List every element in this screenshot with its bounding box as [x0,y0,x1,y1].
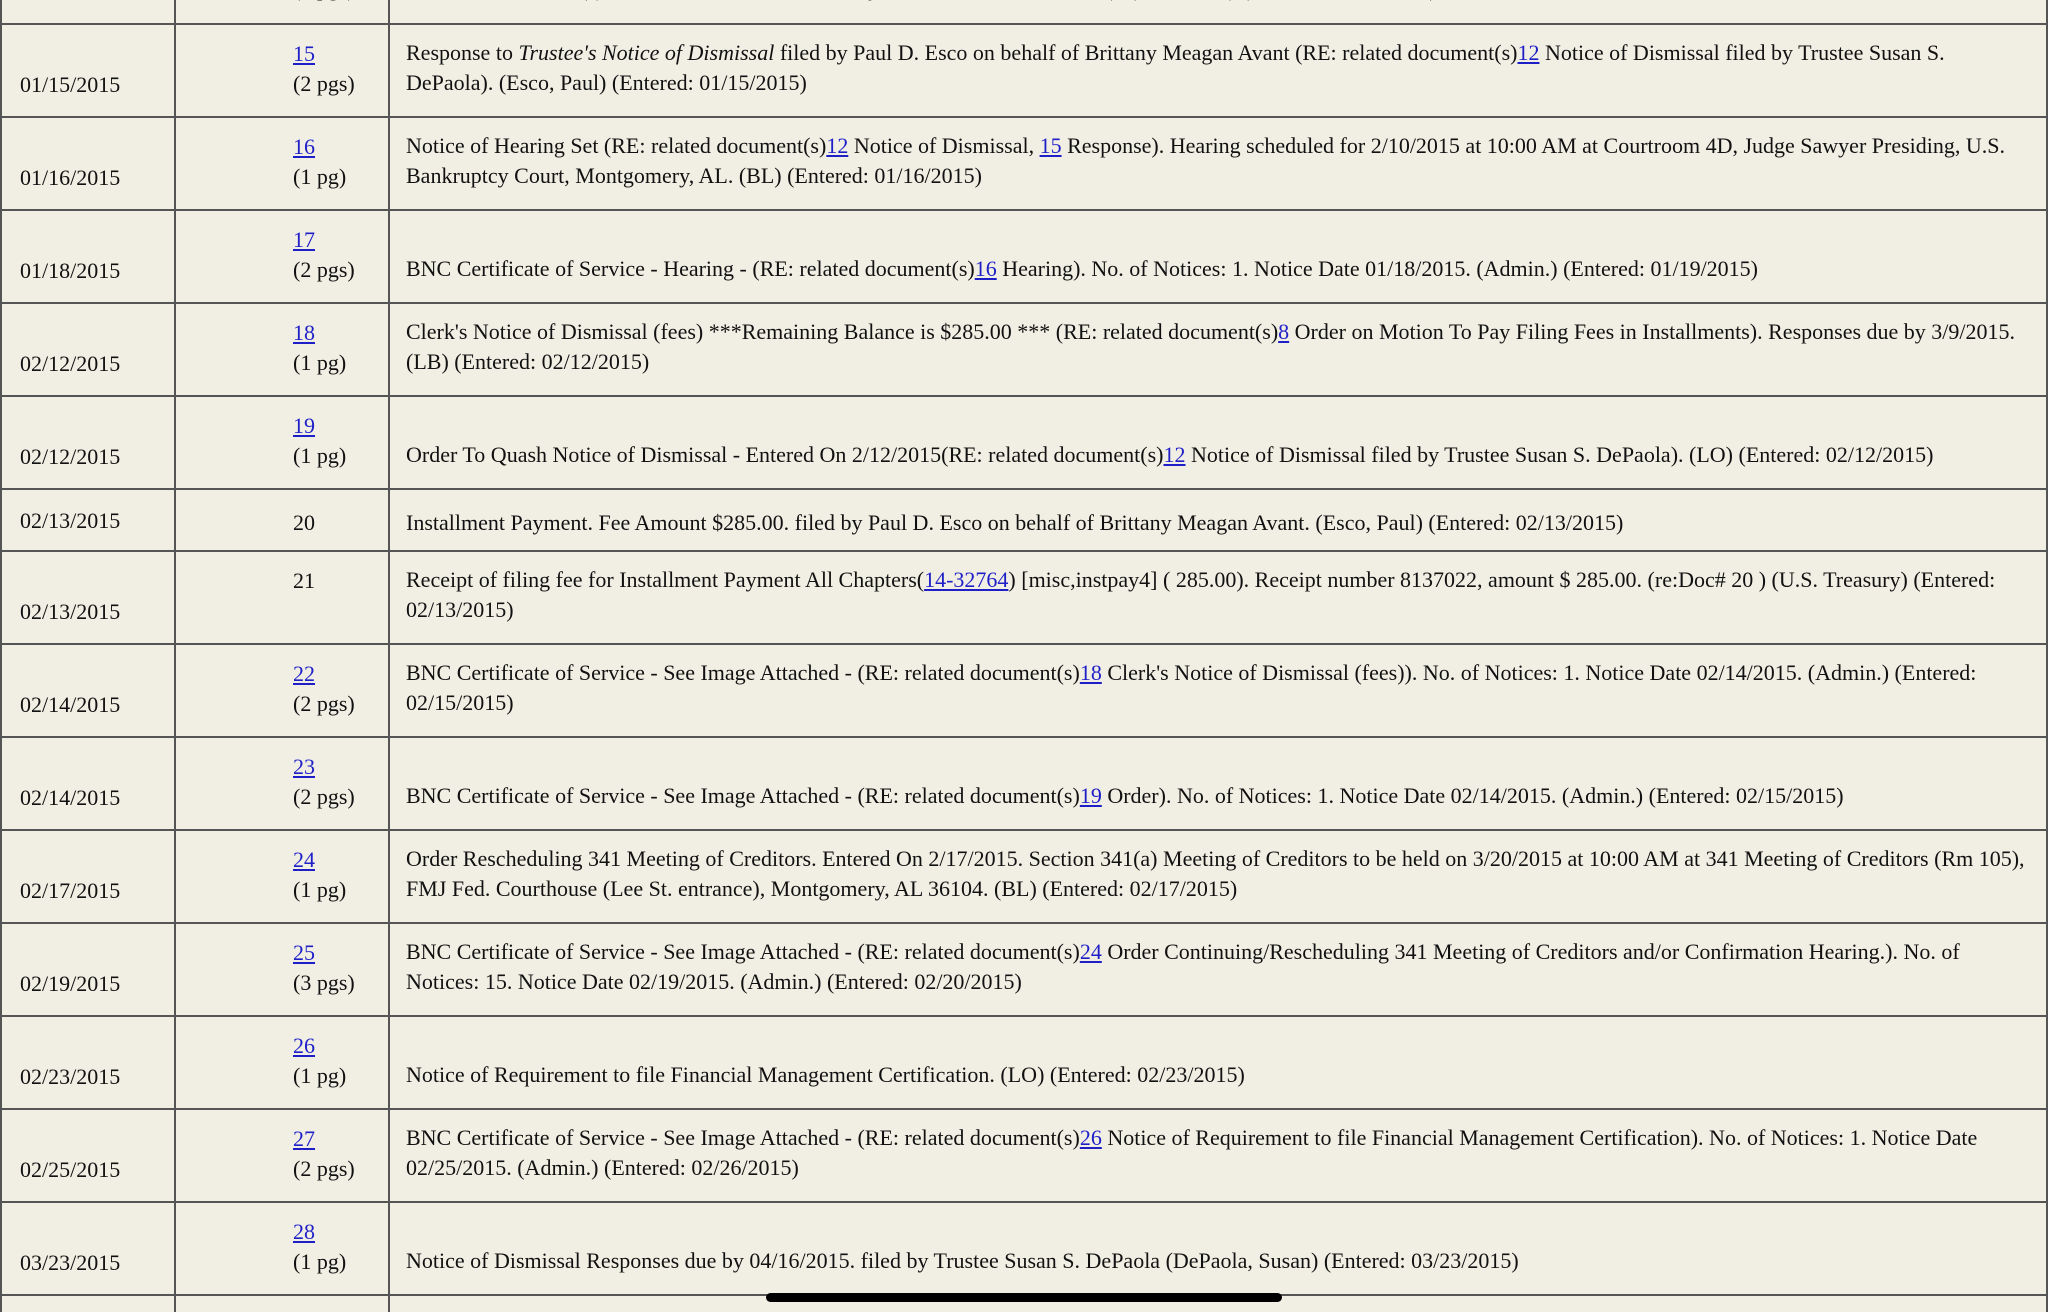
docket-row [0,1108,2048,1201]
description-cell [390,552,2048,643]
doc-number-link[interactable]: 17 [293,227,315,252]
entry-description [406,0,2030,4]
related-document-link[interactable]: 14-32764 [924,567,1009,592]
related-document-link[interactable]: 12 [826,133,849,158]
doc-number: 21 [293,568,315,593]
entry-description [406,781,2030,811]
filed-date: 02/19/2015 [20,971,121,996]
doc-number-cell [176,490,390,550]
description-text: Notice of Dismissal Responses due by 04/16/2015. filed by Trustee Susan S. DePaola (DePaola, Susan) (Entered: 03/23/2015) [406,1248,1519,1273]
filed-date: 02/14/2015 [20,692,121,717]
home-indicator-bar[interactable] [766,1293,1282,1302]
description-text: Order Rescheduling 341 Meeting of Creditors. Entered On 2/17/2015. Section 341(a) Meeting of Creditors to be held on 3/20/2015 at 10:00 AM at 341 Meeting of Creditors (Rm 105), FMJ Fed. Courthouse (Lee St. entrance), Montgomery, AL 36104. (BL) (Entered: 02/17/2015) [406,846,2025,901]
doc-number-cell [176,738,390,829]
filed-date: 02/12/2015 [20,444,121,469]
description-text: Notice of Requirement to file Financial Management Certification. (LO) (Entered: 02/23/2015) [406,1062,1245,1087]
date-cell [0,211,176,302]
description-cell [390,490,2048,550]
docket-row [0,302,2048,395]
description-cell [390,397,2048,488]
related-document-link[interactable]: 26 [1079,1125,1102,1150]
date-cell [0,25,176,116]
date-cell [0,831,176,922]
entry-description [406,131,2030,191]
page-count: (1 pg) [293,443,347,468]
page-count: (1 pg) [293,1249,347,1274]
description-cell [390,1110,2048,1201]
date-cell [0,1110,176,1201]
filed-date: 01/15/2015 [20,72,121,97]
description-text: BNC Certificate of Service - See Image Attached - (RE: related document(s) [406,1125,1080,1150]
page-count: (2 pgs) [293,257,355,282]
entry-description [406,1060,2030,1090]
related-document-link[interactable]: 16 [974,256,997,281]
entry-description [406,1123,2030,1183]
doc-number-block [293,659,355,719]
docket-row [0,736,2048,829]
date-cell [0,1017,176,1108]
doc-number-block [293,938,355,998]
page-count: (2 pgs) [293,784,355,809]
description-text: Notice of Requirement to file Financial Management Certification). No. of Notices: 1. Notice Date 02/25/2015. (Admin.) (Entered: 02/26/2015) [406,1125,1978,1180]
filed-date: 02/23/2015 [20,1064,121,1089]
doc-number-block [293,411,346,471]
description-cell [390,1017,2048,1108]
docket-row [0,1201,2048,1294]
docket-row [0,116,2048,209]
doc-number-block [293,39,355,99]
doc-number-cell [176,25,390,116]
doc-number-link[interactable]: 23 [293,754,315,779]
description-text: Clerk's Notice of Dismissal (fees) ***Remaining Balance is $285.00 *** (RE: related document(s) [406,319,1279,344]
description-cell [390,0,2048,23]
doc-number-link[interactable]: 26 [293,1033,315,1058]
filed-date: 02/17/2015 [20,878,121,903]
doc-number-block [293,1217,346,1277]
doc-number-link[interactable]: 16 [293,134,315,159]
doc-number-cell [176,552,390,643]
doc-number-block [293,1031,346,1091]
doc-number-link[interactable]: 15 [293,41,315,66]
doc-number-block [293,318,346,378]
filed-date: 02/12/2015 [20,351,121,376]
description-text: Installment Payment. Fee Amount $285.00. filed by Paul D. Esco on behalf of Brittany Meagan Avant. (Esco, Paul) (Entered: 02/13/2015) [406,510,1624,535]
doc-number-link[interactable]: 28 [293,1219,315,1244]
page-count: (2 pgs) [293,1156,355,1181]
page-count: (3 pgs) [293,970,355,995]
entry-description [406,254,2030,284]
related-document-link[interactable]: 12 [1517,40,1540,65]
date-cell [0,552,176,643]
doc-number-link[interactable]: 19 [293,413,315,438]
page-count: (1 pg) [293,1063,347,1088]
page-count: (1 pg) [293,164,347,189]
related-document-link[interactable]: 24 [1079,939,1102,964]
docket-row-partial-top [0,0,2048,23]
description-text: Order). No. of Notices: 1. Notice Date 02/14/2015. (Admin.) (Entered: 02/15/2015) [1101,783,1844,808]
description-cell [390,118,2048,209]
description-text: BNC Certificate of Service - See Image Attached - (RE: related document(s) [406,783,1080,808]
doc-number-link[interactable]: 24 [293,847,315,872]
filed-date: 01/16/2015 [20,165,121,190]
description-text: Notice of Dismissal, [848,133,1040,158]
description-text: Notice of Dismissal filed by Trustee Susan S. DePaola). (Esco, Paul) (Entered: 01/15/2015) [406,40,1945,95]
date-cell [0,738,176,829]
description-text: BNC Certificate of Service - See Image Attached - (RE: related document(s) [406,939,1080,964]
description-cell [390,25,2048,116]
filed-date: 02/14/2015 [20,785,121,810]
description-cell [390,211,2048,302]
doc-number-link[interactable]: 27 [293,1126,315,1151]
description-cell [390,1203,2048,1294]
date-cell [0,924,176,1015]
description-text: Order Continuing/Rescheduling 341 Meeting of Creditors and/or Confirmation Hearing.). No. of Notices: 15. Notice Date 02/19/2015. (Admin.) (Entered: 02/20/2015) [406,939,1960,994]
description-text: Clerk's Notice of Dismissal (fees)). No. of Notices: 1. Notice Date 02/14/2015. (Admin.) (Entered: 02/15/2015) [406,660,1977,715]
doc-number-block [293,132,346,192]
docket-row [0,395,2048,488]
filed-date: 01/18/2015 [20,258,121,283]
date-cell [0,1296,176,1312]
doc-number-link[interactable]: 25 [293,940,315,965]
doc-number-cell [176,645,390,736]
date-cell [0,0,176,23]
entry-description [406,440,2030,470]
description-text: Receipt of filing fee for Installment Payment All Chapters( [406,567,925,592]
description-text: BNC Certificate of Service - See Image Attached - (RE: related document(s) [406,660,1080,685]
doc-number-link[interactable]: 22 [293,661,315,686]
date-cell [0,490,176,550]
entry-description [406,937,2030,997]
docket-row [0,209,2048,302]
filed-date: 03/23/2015 [20,1250,121,1275]
docket-row [0,922,2048,1015]
description-cell [390,304,2048,395]
doc-number-cell [176,1110,390,1201]
page-count [293,0,355,4]
page-count: (2 pgs) [293,691,355,716]
description-text: Notice of Hearing Set (RE: related document(s) [406,133,827,158]
doc-number-block [293,1124,355,1184]
docket-row [0,23,2048,116]
docket-row [0,643,2048,736]
related-document-link[interactable]: 8 [1278,319,1290,344]
doc-number-block [293,225,355,285]
date-cell [0,118,176,209]
filed-date: 02/25/2015 [20,1157,121,1182]
date-cell [0,304,176,395]
date-cell [0,1203,176,1294]
doc-number-cell [176,211,390,302]
description-text: ) [misc,instpay4] ( 285.00). Receipt number 8137022, amount $ 285.00. (re:Doc# 20 ) (U.S. Treasury) (Entered: 02/13/2015) [406,567,1996,622]
doc-number-block [293,845,346,905]
doc-number-cell [176,0,390,23]
entry-description [406,565,2030,625]
description-text: Response to [406,40,519,65]
description-cell [390,645,2048,736]
docket-rows [0,23,2048,1294]
description-text: Order on Motion To Pay Filing Fees in Installments). Responses due by 3/9/2015. (LB) (Entered: 02/12/2015) [406,319,2016,374]
entry-description [406,317,2030,377]
related-document-link[interactable]: 19 [1079,783,1102,808]
docket-row [0,829,2048,922]
description-text: BNC Certificate of Service - Hearing - (RE: related document(s) [406,256,975,281]
document-title-italic: Trustee's Notice of Dismissal [518,40,775,65]
description-cell [390,924,2048,1015]
description-text: Order To Quash Notice of Dismissal - Entered On 2/12/2015(RE: related document(s) [406,442,1164,467]
doc-number-cell [176,924,390,1015]
doc-number-cell [176,1017,390,1108]
docket-row [0,488,2048,550]
description-cell [390,738,2048,829]
entry-description [406,658,2030,718]
entry-description [406,1246,2030,1276]
page-count: (2 pgs) [293,71,355,96]
entry-description [406,844,2030,904]
doc-number-cell [176,1203,390,1294]
docket-row [0,550,2048,643]
doc-number-link[interactable]: 18 [293,320,315,345]
filed-date: 02/13/2015 [20,599,121,624]
related-document-link[interactable]: 15 [1039,133,1062,158]
doc-number-block [293,566,315,596]
description-cell [390,831,2048,922]
filed-date: 02/13/2015 [20,508,121,533]
doc-number-cell [176,1296,390,1312]
related-document-link[interactable]: 12 [1163,442,1186,467]
doc-number-cell [176,397,390,488]
doc-number-block [293,752,355,812]
entry-description [406,38,2030,98]
related-document-link[interactable]: 18 [1079,660,1102,685]
description-text: Notice of Dismissal filed by Trustee Susan S. DePaola). (LO) (Entered: 02/12/2015) [1185,442,1934,467]
description-text: Hearing). No. of Notices: 1. Notice Date 01/18/2015. (Admin.) (Entered: 01/19/2015) [996,256,1759,281]
doc-number-block [293,508,315,538]
entry-description [406,508,2030,538]
date-cell [0,645,176,736]
description-text: Response). Hearing scheduled for 2/10/2015 at 10:00 AM at Courtroom 4D, Judge Sawyer Presiding, U.S. Bankruptcy Court, Montgomery, AL. (BL) (Entered: 01/16/2015) [406,133,2006,188]
doc-number-cell [176,304,390,395]
page-count: (1 pg) [293,350,347,375]
page-count: (1 pg) [293,877,347,902]
doc-number: 20 [293,510,315,535]
docket-row [0,1015,2048,1108]
date-cell [0,397,176,488]
description-text: filed by Paul D. Esco on behalf of Brittany Meagan Avant (RE: related document(s) [774,40,1518,65]
doc-number-cell [176,831,390,922]
doc-number-cell [176,118,390,209]
